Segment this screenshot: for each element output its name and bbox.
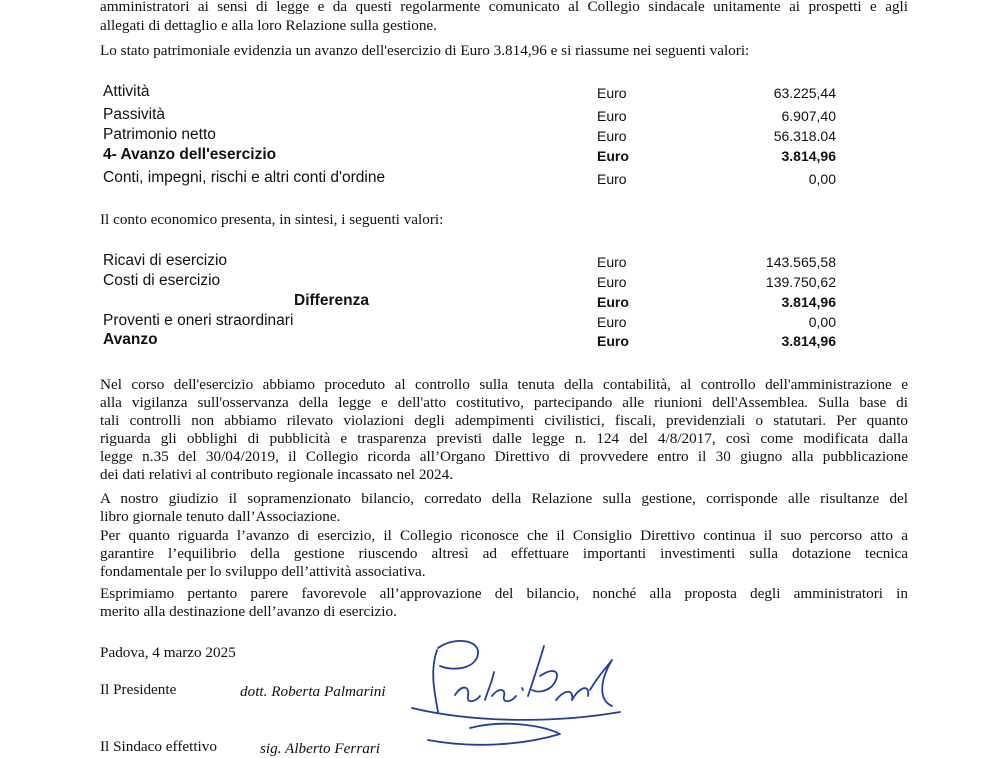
row-value: 3.814,96	[781, 148, 836, 164]
body-line: alla vigilanza sull'osservanza della legge e dell'atto costitutivo, partecipando alle riunioni dell'Assemblea. Sulla base di	[100, 394, 908, 411]
intro-line-1: allegati di dettaglio e alla loro Relazione sulla gestione.	[100, 17, 437, 34]
row-value: 143.565,58	[765, 254, 836, 270]
body-line: Esprimiamo pertanto parere favorevole all’approvazione del bilancio, nonché alla proposta degli amministratori in	[100, 585, 908, 602]
row-label: Differenza	[294, 292, 369, 309]
row-label: Conti, impegni, rischi e altri conti d'ordine	[103, 169, 386, 186]
row-value: 3.814,96	[781, 333, 836, 349]
row-value: 0,00	[808, 171, 836, 187]
row-value: 6.907,40	[781, 108, 836, 124]
row-label: Patrimonio netto	[103, 126, 216, 143]
row-currency: Euro	[597, 108, 627, 124]
row-value: 56.318.04	[773, 128, 836, 144]
row-currency: Euro	[597, 314, 627, 330]
row-currency: Euro	[597, 274, 627, 290]
place-date: Padova, 4 marzo 2025	[100, 644, 236, 661]
body-line: fondamentale per lo sviluppo dell’attività associativa.	[100, 563, 426, 580]
body-line: Nel corso dell'esercizio abbiamo proceduto al controllo sulla tenuta della contabilità, al controllo dell'amministrazione e	[100, 376, 908, 393]
body-line: A nostro giudizio il sopramenzionato bilancio, corredato della Relazione sulla gestione, corrisponde alle risultanze del	[100, 490, 908, 507]
body-line: libro giornale tenuto dall’Associazione.	[100, 508, 341, 525]
auditor-role: Il Sindaco effettivo	[100, 738, 217, 755]
row-value: 3.814,96	[781, 294, 836, 310]
body-line: merito alla destinazione dell’avanzo di esercizio.	[100, 603, 397, 620]
intro-line-0: amministratori ai sensi di legge e da questi regolarmente comunicato al Collegio sindacale unitamente ai prospetti e agli	[100, 0, 908, 15]
body-line: riguarda gli obblighi di pubblicità e trasparenza previsti dalle legge n. 124 del 4/8/2017, così come modificata dalla	[100, 430, 908, 447]
body-line: Per quanto riguarda l’avanzo di esercizio, il Collegio riconosce che il Consiglio Direttivo continua il suo percorso atto a	[100, 527, 908, 544]
row-label: 4- Avanzo dell'esercizio	[103, 146, 277, 163]
row-label: Proventi e oneri straordinari	[103, 312, 294, 329]
body-line: legge n.35 del 30/04/2019, il Collegio ricorda all’Organo Direttivo di provvedere entro il 30 giugno alla pubblicazione	[100, 448, 908, 465]
auditor-name: sig. Alberto Ferrari	[260, 740, 380, 757]
row-label: Avanzo	[103, 331, 158, 348]
row-currency: Euro	[597, 294, 629, 310]
row-label: Ricavi di esercizio	[103, 252, 228, 269]
row-value: 0,00	[808, 314, 836, 330]
row-currency: Euro	[597, 85, 627, 101]
row-label: Attività	[103, 83, 150, 100]
row-value: 139.750,62	[765, 274, 836, 290]
row-label: Costi di esercizio	[103, 272, 221, 289]
row-currency: Euro	[597, 128, 627, 144]
body-line: garantire l’equilibrio della gestione riuscendo altresì ad effettuare importanti investimenti sulla dotazione tecnica	[100, 545, 908, 562]
intro-line-2: Lo stato patrimoniale evidenzia un avanzo dell'esercizio di Euro 3.814,96 e si riassume nei seguenti valori:	[100, 42, 750, 59]
row-currency: Euro	[597, 148, 629, 164]
body-line: tali controlli non abbiamo rilevato violazioni degli adempimenti civilistici, fiscali, previdenziali o statutari. Per quanto	[100, 412, 908, 429]
president-role: Il Presidente	[100, 681, 177, 698]
row-currency: Euro	[597, 171, 627, 187]
row-value: 63.225,44	[773, 85, 836, 101]
row-currency: Euro	[597, 254, 627, 270]
body-line: dei dati relativi al contributo regionale incassato nel 2024.	[100, 466, 453, 483]
income-intro: Il conto economico presenta, in sintesi, i seguenti valori:	[100, 211, 444, 228]
row-label: Passività	[103, 106, 166, 123]
president-name: dott. Roberta Palmarini	[240, 683, 386, 700]
row-currency: Euro	[597, 333, 629, 349]
